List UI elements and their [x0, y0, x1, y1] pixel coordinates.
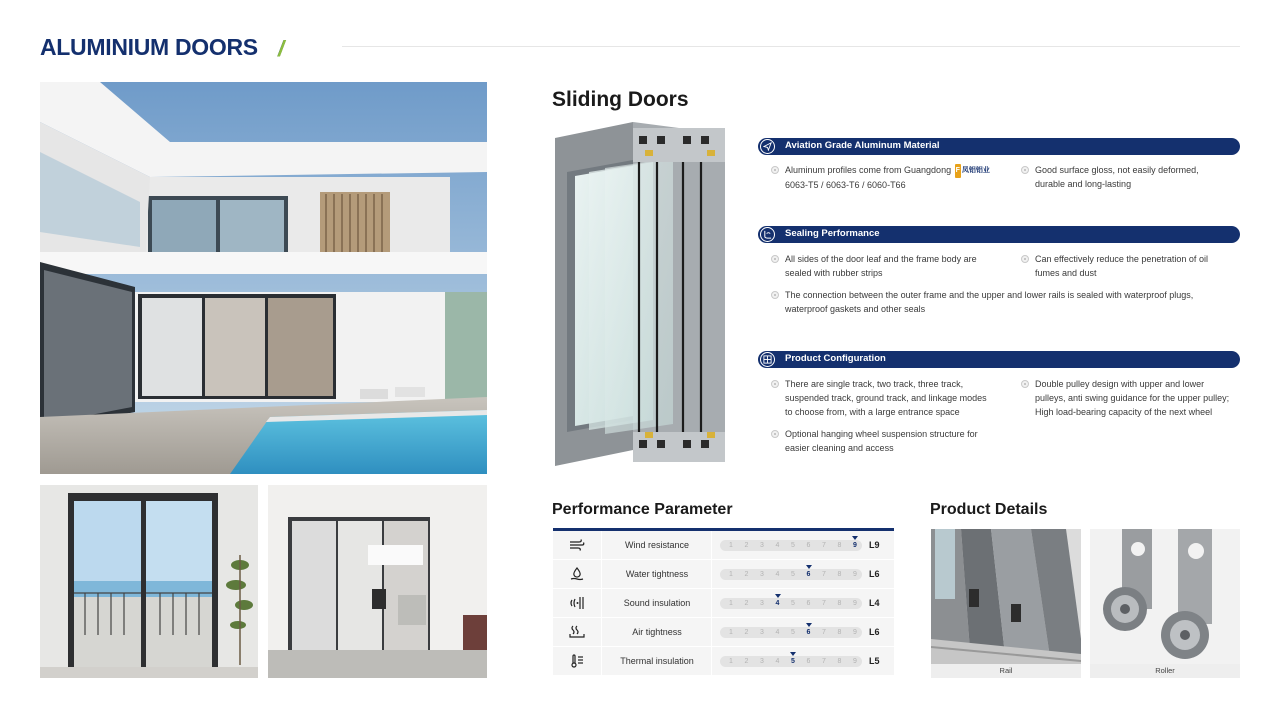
feature-label: Product Configuration — [785, 353, 886, 364]
feature-bar-sealing — [758, 226, 1240, 243]
bullet-aluminum-profiles: Aluminum profiles come from Guangdong F 凤铝铝业 6063-T5 / 6063-T6 / 6060-T66 — [785, 163, 1015, 192]
detail-card-rail — [931, 529, 1081, 678]
feature-label: Sealing Performance — [785, 228, 880, 239]
perf-name: Wind resistance — [603, 531, 712, 559]
scale-number: 7 — [822, 658, 826, 665]
scale-number: 5 — [791, 658, 795, 665]
perf-scale — [720, 540, 862, 551]
detail-caption: Roller — [1090, 664, 1240, 678]
perf-name: Thermal insulation — [603, 647, 712, 675]
scale-number: 1 — [729, 658, 733, 665]
perf-level: L5 — [869, 656, 880, 666]
scale-number: 5 — [791, 629, 795, 636]
bullet-track-modes: There are single track, two track, three track, suspended track, ground track, and linkage modes to choose from, with a large entrance space — [785, 377, 1015, 419]
details-title: Product Details — [930, 501, 1048, 518]
scale-number: 6 — [806, 600, 811, 607]
scale-number: 8 — [837, 600, 842, 607]
bullet-dot — [1021, 255, 1029, 263]
perf-level: L6 — [869, 627, 880, 637]
bullet-dot — [771, 380, 779, 388]
feature-bar-aviation — [758, 138, 1240, 155]
brand-logo: F 凤铝铝业 — [955, 164, 990, 178]
scale-number: 6 — [806, 658, 811, 665]
feature-bar-configuration — [758, 351, 1240, 368]
scale-number: 4 — [775, 542, 780, 549]
scale-number: 8 — [837, 658, 842, 665]
perf-row-sound — [553, 589, 894, 618]
seal-icon — [760, 227, 775, 242]
thermometer-icon — [553, 647, 602, 675]
performance-table — [553, 528, 894, 676]
perf-row-wind — [553, 531, 894, 560]
scale-number: 8 — [837, 629, 842, 636]
perf-name: Water tightness — [603, 560, 712, 588]
scale-number: 5 — [791, 571, 795, 578]
scale-number: 1 — [729, 571, 733, 578]
villa-exterior-photo — [40, 82, 487, 474]
perf-level: L9 — [869, 540, 880, 550]
scale-marker — [852, 536, 858, 540]
bullet-hanging-wheel: Optional hanging wheel suspension structure for easier cleaning and access — [785, 427, 1015, 455]
bullet-dot — [1021, 166, 1029, 174]
scale-number: 2 — [744, 629, 749, 636]
scale-number: 5 — [791, 542, 795, 549]
scale-number: 6 — [806, 542, 811, 549]
wind-icon — [553, 531, 602, 559]
perf-scale — [720, 598, 862, 609]
page-title: ALUMINIUM DOORS — [40, 34, 258, 60]
feature-label: Aviation Grade Aluminum Material — [785, 140, 940, 151]
scale-number: 7 — [822, 571, 826, 578]
scale-number: 1 — [729, 600, 733, 607]
scale-number: 4 — [775, 571, 780, 578]
bullet-waterproof-plugs: The connection between the outer frame and the upper and lower rails is sealed with waterproof plugs, waterproof gaskets and other seals — [785, 288, 1240, 316]
scale-number: 9 — [853, 571, 857, 578]
perf-row-thermal — [553, 647, 894, 676]
bullet-dot — [771, 255, 779, 263]
rail-image — [931, 529, 1081, 664]
scale-marker — [775, 594, 781, 598]
scale-marker — [806, 565, 812, 569]
detail-card-roller — [1090, 529, 1240, 678]
scale-number: 6 — [806, 629, 811, 636]
perf-name: Sound insulation — [603, 589, 712, 617]
scale-number: 9 — [853, 658, 857, 665]
roller-image — [1090, 529, 1240, 664]
performance-title: Performance Parameter — [552, 501, 733, 518]
bullet-double-pulley: Double pulley design with upper and lower pulleys, anti swing guidance for the upper pulley; High load-bearing capacity of the next wheel — [1035, 377, 1245, 419]
scale-marker — [790, 652, 796, 656]
scale-number: 4 — [775, 600, 780, 607]
scale-number: 8 — [837, 542, 842, 549]
perf-row-air — [553, 618, 894, 647]
scale-number: 2 — [744, 600, 749, 607]
scale-number: 3 — [760, 658, 764, 665]
bullet-dot — [771, 430, 779, 438]
scale-number: 2 — [744, 658, 749, 665]
bullet-oil-fumes: Can effectively reduce the penetration of oil fumes and dust — [1035, 252, 1240, 280]
scale-number: 9 — [853, 542, 857, 549]
scale-number: 1 — [729, 542, 733, 549]
scale-number: 9 — [853, 600, 857, 607]
interior-sliding-door-photo — [268, 485, 487, 678]
product-title: Sliding Doors — [552, 88, 689, 111]
perf-scale — [720, 656, 862, 667]
perf-name: Air tightness — [603, 618, 712, 646]
scale-number: 4 — [775, 629, 780, 636]
scale-number: 3 — [760, 571, 764, 578]
sound-icon — [553, 589, 602, 617]
scale-number: 8 — [837, 571, 842, 578]
scale-marker — [806, 623, 812, 627]
bullet-rubber-strips: All sides of the door leaf and the frame body are sealed with rubber strips — [785, 252, 1010, 280]
scale-number: 7 — [822, 629, 826, 636]
scale-number: 2 — [744, 542, 749, 549]
perf-scale — [720, 627, 862, 638]
scale-number: 2 — [744, 571, 749, 578]
air-icon — [553, 618, 602, 646]
scale-number: 5 — [791, 600, 795, 607]
scale-number: 4 — [775, 658, 780, 665]
detail-caption: Rail — [931, 664, 1081, 678]
bullet-dot — [771, 166, 779, 174]
scale-number: 3 — [760, 542, 764, 549]
balcony-sliding-door-photo — [40, 485, 258, 678]
perf-scale — [720, 569, 862, 580]
perf-level: L4 — [869, 598, 880, 608]
sliding-door-profile-image — [553, 120, 727, 468]
scale-number: 6 — [806, 571, 811, 578]
water-drop-icon — [553, 560, 602, 588]
bullet-dot — [771, 291, 779, 299]
bullet-surface-gloss: Good surface gloss, not easily deformed, durable and long-lasting — [1035, 163, 1240, 191]
bullet-dot — [1021, 380, 1029, 388]
perf-row-water — [553, 560, 894, 589]
grid-icon — [760, 352, 775, 367]
scale-number: 3 — [760, 600, 764, 607]
plane-icon — [760, 139, 775, 154]
header-divider — [342, 46, 1240, 47]
perf-level: L6 — [869, 569, 880, 579]
scale-number: 9 — [853, 629, 857, 636]
scale-number: 7 — [822, 600, 826, 607]
scale-number: 1 — [729, 629, 733, 636]
scale-number: 7 — [822, 542, 826, 549]
scale-number: 3 — [760, 629, 764, 636]
